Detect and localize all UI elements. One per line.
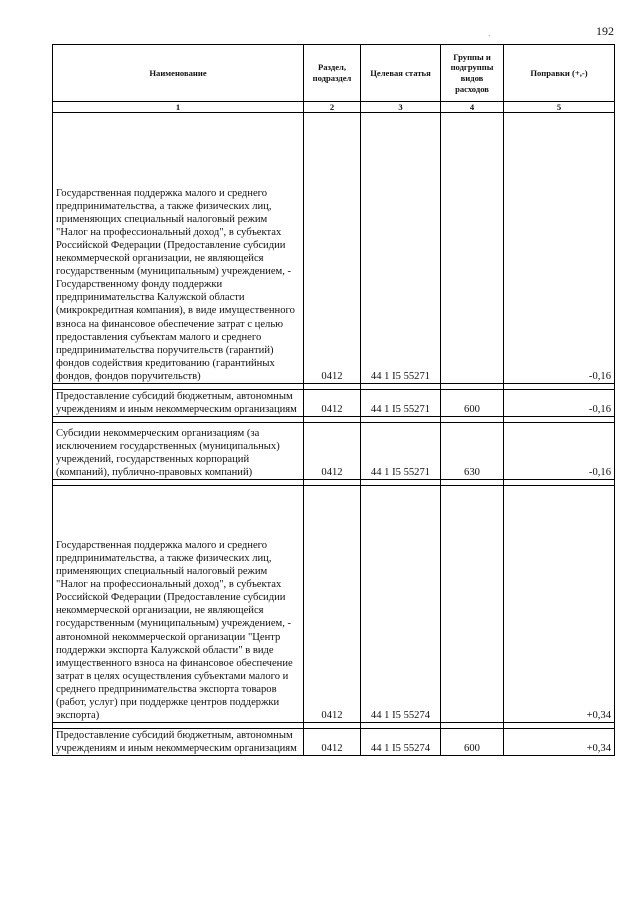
budget-amendments-table [52, 44, 615, 756]
row-article: 44 1 I5 55274 [361, 729, 441, 756]
row-group [441, 113, 504, 384]
row-name: Государственная поддержка малого и среднего предпринимательства, а также физических лиц, применяющих специальный налоговый режим "Налог на профессиональный доход", в субъектах Российской Федерации (Предоставление субсидии некоммерческой организации, не являющейся государственным (муниципальным) учреждением, - Государственному фонду поддержки предпринимательства Калужской области (микрокредитная компания), в виде имущественного взноса на финансовое обеспечение затрат с целью предоставления субъектам малого и среднего предпринимательства поручительств (гарантий) фондов содействия кредитованию (гарантийных фондов, фондов поручительств) [56, 187, 295, 382]
row-group: 600 [441, 390, 504, 417]
row-group: 600 [441, 729, 504, 756]
row-amount: +0,34 [504, 486, 615, 723]
table-row [53, 390, 615, 417]
column-number: 4 [441, 102, 504, 113]
row-amount: -0,16 [504, 113, 615, 384]
row-group [441, 486, 504, 723]
table-row [53, 113, 615, 384]
table-row [53, 423, 615, 480]
row-name-cell [53, 423, 304, 480]
row-amount: -0,16 [504, 390, 615, 417]
header-name: Наименование [53, 45, 304, 102]
column-number: 5 [504, 102, 615, 113]
column-number-row [53, 102, 615, 113]
row-section: 0412 [304, 390, 361, 417]
header-group: Группы и подгруппы видов расходов [441, 45, 504, 102]
column-number: 3 [361, 102, 441, 113]
column-number: 2 [304, 102, 361, 113]
header-section: Раздел, подраздел [304, 45, 361, 102]
row-section: 0412 [304, 486, 361, 723]
row-article: 44 1 I5 55271 [361, 113, 441, 384]
row-name: Государственная поддержка малого и среднего предпринимательства, а также физических лиц, применяющих специальный налоговый режим "Налог на профессиональный доход", в субъектах Российской Федерации (Предоставление субсидии некоммерческой организации, не являющейся государственным (муниципальным) учреждением, - автономной некоммерческой организации "Центр поддержки экспорта Калужской области" в виде имущественного взноса на финансовое обеспечение затрат в целях осуществления субъектами малого и среднего предпринимательства экспорта товаров (работ, услуг) при поддержке центров поддержки экспорта) [56, 539, 293, 722]
row-group: 630 [441, 423, 504, 480]
header-row [53, 45, 615, 102]
scan-mark: · [488, 32, 491, 40]
row-article: 44 1 I5 55271 [361, 423, 441, 480]
row-article: 44 1 I5 55271 [361, 390, 441, 417]
row-amount: -0,16 [504, 423, 615, 480]
row-section: 0412 [304, 113, 361, 384]
row-name-cell [53, 486, 304, 723]
header-amount: Поправки (+,-) [504, 45, 615, 102]
row-name: Предоставление субсидий бюджетным, автономным учреждениям и иным некоммерческим организациям [56, 730, 297, 755]
column-number: 1 [53, 102, 304, 113]
table-row [53, 486, 615, 723]
row-name-cell [53, 390, 304, 417]
row-name: Субсидии некоммерческим организациям (за исключением государственных (муниципальных) учреждений, государственных корпораций (компаний), публично-правовых компаний) [56, 427, 280, 479]
row-name: Предоставление субсидий бюджетным, автономным учреждениям и иным некоммерческим организациям [56, 391, 297, 416]
table-row [53, 729, 615, 756]
row-name-cell [53, 729, 304, 756]
row-name-cell [53, 113, 304, 384]
row-section: 0412 [304, 423, 361, 480]
header-article: Целевая статья [361, 45, 441, 102]
row-section: 0412 [304, 729, 361, 756]
row-amount: +0,34 [504, 729, 615, 756]
page-number: 192 [596, 24, 614, 38]
row-article: 44 1 I5 55274 [361, 486, 441, 723]
